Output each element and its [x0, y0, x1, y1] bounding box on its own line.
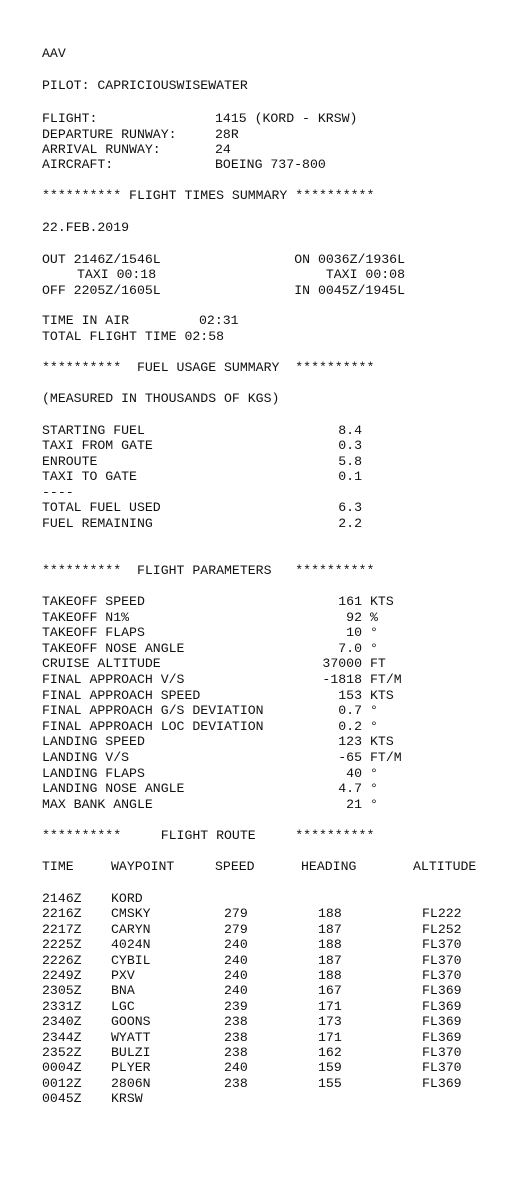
route-cell-speed: 238: [224, 1076, 248, 1091]
parameter-value: 0.2: [338, 719, 362, 734]
route-cell-time: 0004Z: [42, 1060, 82, 1075]
pilot-name: PILOT: CAPRICIOUSWISEWATER: [42, 78, 248, 93]
route-cell-altitude: FL369: [422, 999, 462, 1014]
route-cell-heading: 173: [318, 1014, 342, 1029]
parameter-unit: FT/M: [370, 750, 402, 765]
column-header-time: TIME: [42, 859, 74, 874]
route-cell-waypoint: GOONS: [111, 1014, 151, 1029]
route-cell-waypoint: KRSW: [111, 1091, 143, 1106]
parameter-label: FINAL APPROACH LOC DEVIATION: [42, 719, 264, 734]
parameter-unit: KTS: [370, 734, 394, 749]
route-cell-waypoint: CARYN: [111, 922, 151, 937]
time-in-air-value: 02:31: [199, 313, 239, 328]
route-cell-speed: 279: [224, 906, 248, 921]
route-cell-waypoint: PLYER: [111, 1060, 151, 1075]
route-cell-waypoint: CYBIL: [111, 953, 151, 968]
in-time: IN 0045Z/1945L: [294, 283, 405, 298]
route-cell-altitude: FL370: [422, 1045, 462, 1060]
parameter-label: LANDING NOSE ANGLE: [42, 781, 185, 796]
parameter-unit: FT/M: [370, 672, 402, 687]
parameter-unit: °: [370, 703, 378, 718]
fuel-row-value: 5.8: [338, 454, 362, 469]
parameter-label: TAKEOFF SPEED: [42, 594, 145, 609]
parameter-label: FINAL APPROACH SPEED: [42, 688, 201, 703]
route-cell-heading: 162: [318, 1045, 342, 1060]
column-header-speed: SPEED: [215, 859, 255, 874]
route-cell-time: 2331Z: [42, 999, 82, 1014]
route-cell-altitude: FL370: [422, 1060, 462, 1075]
route-cell-speed: 238: [224, 1045, 248, 1060]
route-cell-time: 2225Z: [42, 937, 82, 952]
route-cell-speed: 240: [224, 953, 248, 968]
route-cell-time: 2305Z: [42, 983, 82, 998]
parameter-unit: KTS: [370, 594, 394, 609]
route-cell-altitude: FL369: [422, 1014, 462, 1029]
flight-times-heading: ********** FLIGHT TIMES SUMMARY **********: [42, 188, 375, 203]
parameter-value: 123: [338, 734, 362, 749]
column-header-heading: HEADING: [301, 859, 357, 874]
route-cell-waypoint: 4024N: [111, 937, 151, 952]
flight-date: 22.FEB.2019: [42, 220, 130, 235]
route-cell-altitude: FL369: [422, 1030, 462, 1045]
parameter-value: 153: [338, 688, 362, 703]
route-cell-speed: 240: [224, 937, 248, 952]
parameter-label: FINAL APPROACH V/S: [42, 672, 185, 687]
parameter-unit: KTS: [370, 688, 394, 703]
parameter-label: TAKEOFF NOSE ANGLE: [42, 641, 185, 656]
route-cell-time: 0045Z: [42, 1091, 82, 1106]
parameter-label: FINAL APPROACH G/S DEVIATION: [42, 703, 264, 718]
column-header-waypoint: WAYPOINT: [111, 859, 175, 874]
parameter-value: 92: [346, 610, 362, 625]
route-cell-speed: 239: [224, 999, 248, 1014]
route-cell-time: 2217Z: [42, 922, 82, 937]
aircraft-label: AIRCRAFT:: [42, 157, 114, 172]
route-cell-waypoint: WYATT: [111, 1030, 151, 1045]
fuel-separator: ----: [42, 485, 74, 500]
departure-runway-label: DEPARTURE RUNWAY:: [42, 127, 177, 142]
fuel-row-label: TAXI TO GATE: [42, 469, 137, 484]
parameter-label: TAKEOFF FLAPS: [42, 625, 145, 640]
fuel-heading: ********** FUEL USAGE SUMMARY **********: [42, 360, 375, 375]
flight-route-heading: ********** FLIGHT ROUTE **********: [42, 828, 375, 843]
flight-parameters-heading: ********** FLIGHT PARAMETERS **********: [42, 563, 375, 578]
total-fuel-used-value: 6.3: [338, 500, 362, 515]
arrival-runway-label: ARRIVAL RUNWAY:: [42, 142, 161, 157]
parameter-value: 40: [346, 766, 362, 781]
route-cell-time: 2340Z: [42, 1014, 82, 1029]
route-cell-altitude: FL370: [422, 953, 462, 968]
route-cell-speed: 238: [224, 1014, 248, 1029]
route-cell-time: 2344Z: [42, 1030, 82, 1045]
fuel-row-label: ENROUTE: [42, 454, 98, 469]
route-cell-waypoint: CMSKY: [111, 906, 151, 921]
route-cell-waypoint: KORD: [111, 891, 143, 906]
route-cell-heading: 171: [318, 1030, 342, 1045]
route-cell-altitude: FL370: [422, 968, 462, 983]
parameter-label: TAKEOFF N1%: [42, 610, 130, 625]
route-cell-speed: 240: [224, 983, 248, 998]
parameter-unit: °: [370, 625, 378, 640]
off-time: OFF 2205Z/1605L: [42, 283, 161, 298]
route-cell-waypoint: PXV: [111, 968, 135, 983]
parameter-unit: FT: [370, 656, 386, 671]
parameter-label: LANDING V/S: [42, 750, 130, 765]
fuel-row-label: STARTING FUEL: [42, 423, 145, 438]
taxi-out-time: TAXI 00:18: [77, 267, 157, 282]
parameter-value: 10: [346, 625, 362, 640]
route-cell-time: 2146Z: [42, 891, 82, 906]
parameter-unit: °: [370, 641, 378, 656]
out-time: OUT 2146Z/1546L: [42, 252, 161, 267]
total-flight-time: TOTAL FLIGHT TIME 02:58: [42, 329, 225, 344]
parameter-unit: °: [370, 719, 378, 734]
parameter-unit: °: [370, 797, 378, 812]
route-cell-heading: 167: [318, 983, 342, 998]
parameter-value: 7.0: [338, 641, 362, 656]
route-cell-waypoint: BNA: [111, 983, 135, 998]
route-cell-heading: 159: [318, 1060, 342, 1075]
aircraft-value: BOEING 737-800: [215, 157, 326, 172]
fuel-row-value: 8.4: [338, 423, 362, 438]
parameter-label: LANDING FLAPS: [42, 766, 145, 781]
route-cell-altitude: FL369: [422, 1076, 462, 1091]
parameter-value: 4.7: [338, 781, 362, 796]
parameter-value: -65: [338, 750, 362, 765]
route-cell-heading: 188: [318, 968, 342, 983]
route-cell-altitude: FL252: [422, 922, 462, 937]
parameter-unit: °: [370, 781, 378, 796]
arrival-runway-value: 24: [215, 142, 231, 157]
taxi-in-time: TAXI 00:08: [325, 267, 405, 282]
time-in-air-label: TIME IN AIR: [42, 313, 130, 328]
on-time: ON 0036Z/1936L: [294, 252, 405, 267]
route-cell-time: 2352Z: [42, 1045, 82, 1060]
parameter-label: LANDING SPEED: [42, 734, 145, 749]
route-cell-heading: 188: [318, 906, 342, 921]
route-cell-time: 0012Z: [42, 1076, 82, 1091]
route-cell-time: 2249Z: [42, 968, 82, 983]
route-cell-altitude: FL370: [422, 937, 462, 952]
parameter-unit: °: [370, 766, 378, 781]
route-cell-heading: 155: [318, 1076, 342, 1091]
parameter-value: 37000: [322, 656, 362, 671]
parameter-unit: %: [370, 610, 378, 625]
route-cell-altitude: FL222: [422, 906, 462, 921]
route-cell-time: 2226Z: [42, 953, 82, 968]
route-cell-time: 2216Z: [42, 906, 82, 921]
total-fuel-used-label: TOTAL FUEL USED: [42, 500, 161, 515]
route-cell-heading: 187: [318, 922, 342, 937]
route-cell-waypoint: 2806N: [111, 1076, 151, 1091]
route-cell-waypoint: BULZI: [111, 1045, 151, 1060]
route-cell-heading: 171: [318, 999, 342, 1014]
parameter-label: CRUISE ALTITUDE: [42, 656, 161, 671]
fuel-row-value: 0.3: [338, 438, 362, 453]
parameter-value: -1818: [322, 672, 362, 687]
route-cell-heading: 187: [318, 953, 342, 968]
route-cell-speed: 240: [224, 968, 248, 983]
parameter-value: 161: [338, 594, 362, 609]
route-cell-altitude: FL369: [422, 983, 462, 998]
fuel-remaining-label: FUEL REMAINING: [42, 516, 153, 531]
fuel-row-label: TAXI FROM GATE: [42, 438, 153, 453]
flight-label: FLIGHT:: [42, 111, 98, 126]
parameter-value: 21: [346, 797, 362, 812]
column-header-altitude: ALTITUDE: [413, 859, 477, 874]
route-cell-heading: 188: [318, 937, 342, 952]
flight-value: 1415 (KORD - KRSW): [215, 111, 358, 126]
fuel-note: (MEASURED IN THOUSANDS OF KGS): [42, 391, 280, 406]
route-cell-waypoint: LGC: [111, 999, 135, 1014]
report-code: AAV: [42, 46, 66, 61]
route-cell-speed: 238: [224, 1030, 248, 1045]
fuel-remaining-value: 2.2: [338, 516, 362, 531]
parameter-label: MAX BANK ANGLE: [42, 797, 153, 812]
fuel-row-value: 0.1: [338, 469, 362, 484]
parameter-value: 0.7: [338, 703, 362, 718]
route-cell-speed: 279: [224, 922, 248, 937]
departure-runway-value: 28R: [215, 127, 239, 142]
route-cell-speed: 240: [224, 1060, 248, 1075]
